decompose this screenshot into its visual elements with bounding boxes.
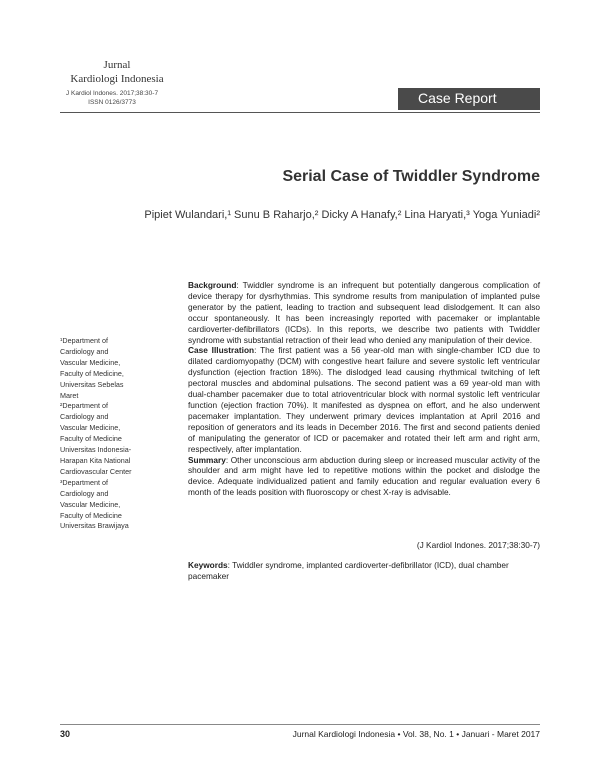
abstract bbox=[188, 280, 540, 498]
background-text: : Twiddler syndrome is an infrequent but potentially dangerous complication of device therapy for dysrhythmias. This syndrome results from manipulation of implanted pulse generator by the patient, leading to traction and subsequent lead dislodgement. It can also occur spontaneously. It has been increasingly reported with pacemaker or implantable cardioverter-defibrillators (ICDs). In this reports, we describe two patients with Twiddler syndrome with substantial retraction of their lead who denied any manipulation of their device. bbox=[188, 280, 540, 345]
abstract-background bbox=[188, 280, 540, 345]
page-number: 30 bbox=[60, 729, 71, 739]
abstract-citation: (J Kardiol Indones. 2017;38:30-7) bbox=[416, 540, 540, 550]
affiliation-line: Vascular Medicine, bbox=[60, 499, 121, 509]
journal-name-line1: Jurnal bbox=[103, 59, 131, 71]
affiliation-line: Universitas Brawijaya bbox=[60, 521, 129, 531]
affiliation-line: Faculty of Medicine bbox=[60, 434, 122, 444]
affiliation-line: ²Department of bbox=[60, 401, 108, 411]
affiliation-line: Vascular Medicine, bbox=[60, 357, 121, 367]
affiliation-line: ³Department of bbox=[60, 477, 108, 487]
summary-heading: Summary bbox=[188, 454, 226, 465]
affiliation-line: Cardiology and bbox=[60, 346, 109, 356]
affiliation-line: Universitas Indonesia- bbox=[60, 445, 132, 455]
affiliation-line: Cardiology and bbox=[60, 412, 109, 422]
report-type-banner bbox=[398, 88, 540, 110]
keywords-text: : Twiddler syndrome, implanted cardioverter-defibrillator (ICD), dual chamber pacemaker bbox=[188, 560, 509, 581]
journal-name-line2: Kardiologi Indonesia bbox=[70, 73, 164, 85]
issn-line: ISSN 0126/3773 bbox=[88, 98, 136, 106]
affiliation-line: Faculty of Medicine bbox=[60, 510, 122, 520]
affiliation-line: ¹Department of bbox=[60, 336, 108, 345]
header-divider bbox=[60, 112, 540, 113]
background-heading: Background bbox=[188, 280, 237, 290]
affiliation-line: Vascular Medicine, bbox=[60, 423, 121, 433]
abstract-summary bbox=[188, 455, 540, 499]
journal-citation bbox=[60, 90, 164, 107]
journal-logo bbox=[62, 58, 172, 86]
footer-journal-info: Jurnal Kardiologi Indonesia • Vol. 38, No. 1 • Januari - Maret 2017 bbox=[292, 729, 540, 739]
abstract-case bbox=[188, 345, 540, 454]
affiliation-line: Maret bbox=[60, 390, 79, 400]
affiliation-line: Faculty of Medicine, bbox=[60, 368, 124, 378]
affiliation-line: Universitas Sebelas bbox=[60, 379, 124, 389]
affiliation-line: Harapan Kita National bbox=[60, 455, 131, 465]
author-list: Pipiet Wulandari,¹ Sunu B Raharjo,² Dicky A Hanafy,² Lina Haryati,³ Yoga Yuniadi² bbox=[144, 209, 540, 221]
case-text: : The first patient was a 56 year-old man with single-chamber ICD due to dilated cardiomyopathy (DCM) with congestive heart failure and severe systolic left ventricular dysfunction (ejection fraction 18%). The dislodged lead causing rhythmical twitching of left pectoral muscles and abdominal pulsations. The second patient was a 69 year-old man with dual-chamber pacemaker due to total atrioventricular block with normal systolic left ventricular function (ejection fraction 70%). It manifested as dyspnea on effort, and he also underwent pacemaker implantation. They underwent primary devices implantation at April 2016 and reposition of generators and its leads in December 2016. The first and second patients denied of manipulating the generator of ICD or pacemaker and rotated their left arm and right arm, respectively, after implantation. bbox=[188, 345, 540, 454]
case-heading: Case Illustration bbox=[188, 345, 255, 356]
keywords-heading: Keywords bbox=[188, 560, 228, 570]
summary-text: : Other unconscious arm abduction during sleep or increased muscular activity of the shoulder and arm might have led to repetitive motions within the pocket and dislodge the device. Adequate individualized patient and family education and regular evaluation every 6 month of the leads position with fluoroscopy or chest X-ray is advisable. bbox=[188, 454, 540, 498]
article-title: Serial Case of Twiddler Syndrome bbox=[282, 168, 540, 185]
report-type-label: Case Report bbox=[418, 90, 497, 106]
keywords bbox=[188, 560, 540, 582]
citation-line: J Kardiol Indones. 2017;38:30-7 bbox=[65, 90, 159, 97]
affiliations bbox=[60, 336, 160, 532]
affiliation-line: Cardiovascular Center bbox=[60, 466, 132, 476]
affiliation-line: Cardiology and bbox=[60, 488, 109, 498]
footer-divider bbox=[60, 724, 540, 725]
